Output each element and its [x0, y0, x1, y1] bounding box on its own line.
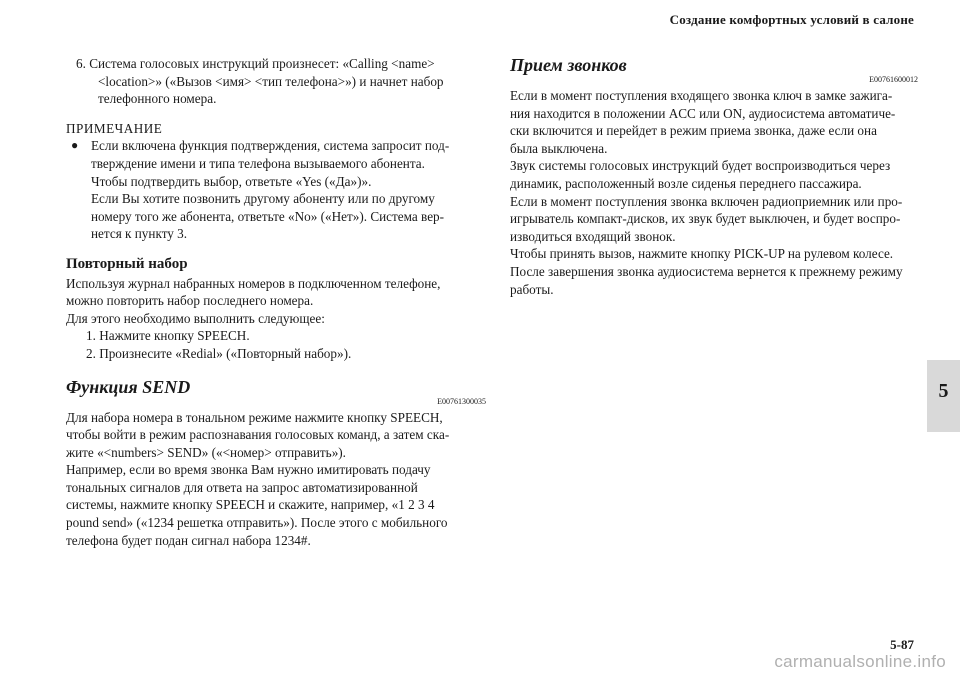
note-line: Если включена функция подтверждения, система запросит под-	[91, 138, 450, 154]
send-line: Например, если во время звонка Вам нужно имитировать подачу	[66, 462, 431, 478]
send-line: телефона будет подан сигнал набора 1234#.	[66, 532, 311, 548]
incoming-line: была выключена.	[510, 140, 608, 156]
page-number: 5-87	[890, 637, 914, 652]
incoming-line: работы.	[510, 281, 554, 297]
step-6-line: телефонного номера.	[98, 91, 217, 107]
chapter-number: 5	[938, 380, 949, 402]
incoming-line: ния находится в положении ACC или ON, аудиосистема автоматиче-	[510, 105, 896, 121]
redial-step: 2. Произнесите «Redial» («Повторный набор»).	[86, 345, 352, 361]
incoming-line: Чтобы принять вызов, нажмите кнопку PICK-UP на рулевом колесе.	[510, 246, 894, 262]
incoming-line: ски включится и перейдет в режим приема звонка, даже если она	[510, 123, 877, 139]
send-line: pound send» («1234 решетка отправить»). После этого с мобильного	[66, 515, 448, 531]
note-label: ПРИМЕЧАНИЕ	[66, 120, 163, 136]
redial-step: 1. Нажмите кнопку SPEECH.	[86, 328, 250, 344]
right-column	[510, 55, 918, 298]
redial-heading: Повторный набор	[66, 255, 188, 272]
note-line: Если Вы хотите позвонить другому абоненту или по другому	[91, 191, 435, 207]
send-heading: Функция SEND	[66, 376, 191, 397]
chapter-tab	[927, 360, 960, 432]
note-line: номеру того же абонента, ответьте «No» («Нет»). Система вер-	[91, 208, 445, 224]
step-6-line: <location>» («Вызов <имя> <тип телефона>») и начнет набор	[98, 73, 444, 89]
note-body	[91, 137, 486, 243]
send-line: тональных сигналов для ответа на запрос автоматизированной	[66, 479, 418, 495]
send-line: чтобы войти в режим распознавания голосовых команд, а затем ска-	[66, 427, 450, 443]
incoming-line: изводиться входящий звонок.	[510, 228, 676, 244]
watermark: carmanualsonline.info	[774, 652, 946, 671]
send-line: системы, нажмите кнопку SPEECH и скажите, например, «1 2 3 4	[66, 497, 435, 513]
incoming-line: После завершения звонка аудиосистема вернется к прежнему режиму	[510, 263, 903, 279]
redial-line: Для этого необходимо выполнить следующее:	[66, 310, 325, 326]
redial-line: Используя журнал набранных номеров в подключенном телефоне,	[66, 275, 441, 291]
step-6	[66, 55, 486, 108]
note-line: тверждение имени и типа телефона вызываемого абонента.	[91, 155, 425, 171]
incoming-heading: Прием звонков	[510, 55, 627, 75]
note-line: нется к пункту 3.	[91, 226, 188, 242]
incoming-line: Звук системы голосовых инструкций будет воспроизводиться через	[510, 158, 891, 174]
send-line: Для набора номера в тональном режиме нажмите кнопку SPEECH,	[66, 409, 443, 425]
incoming-code: E00761600012	[869, 75, 918, 84]
incoming-line: динамик, расположенный возле сиденья переднего пассажира.	[510, 175, 862, 191]
left-column	[66, 55, 486, 549]
step-6-line: 6. Система голосовых инструкций произнесет: «Calling <name>	[76, 56, 435, 71]
page-header: Создание комфортных условий в салоне	[669, 12, 914, 27]
incoming-line: Если в момент поступления входящего звонка ключ в замке зажига-	[510, 88, 893, 103]
incoming-line: Если в момент поступления звонка включен радиоприемник или про-	[510, 193, 903, 209]
note-line: Чтобы подтвердить выбор, ответьте «Yes («Да»)».	[91, 173, 372, 189]
redial-line: можно повторить набор последнего номера.	[66, 293, 314, 309]
send-line: жите «<numbers> SEND» («<номер> отправить»).	[66, 444, 346, 460]
incoming-line: игрыватель компакт-дисков, их звук будет выключен, и будет воспро-	[510, 211, 901, 227]
send-code: E00761300035	[437, 396, 486, 406]
note-bullet	[66, 137, 486, 243]
bullet-icon: ●	[71, 138, 79, 153]
